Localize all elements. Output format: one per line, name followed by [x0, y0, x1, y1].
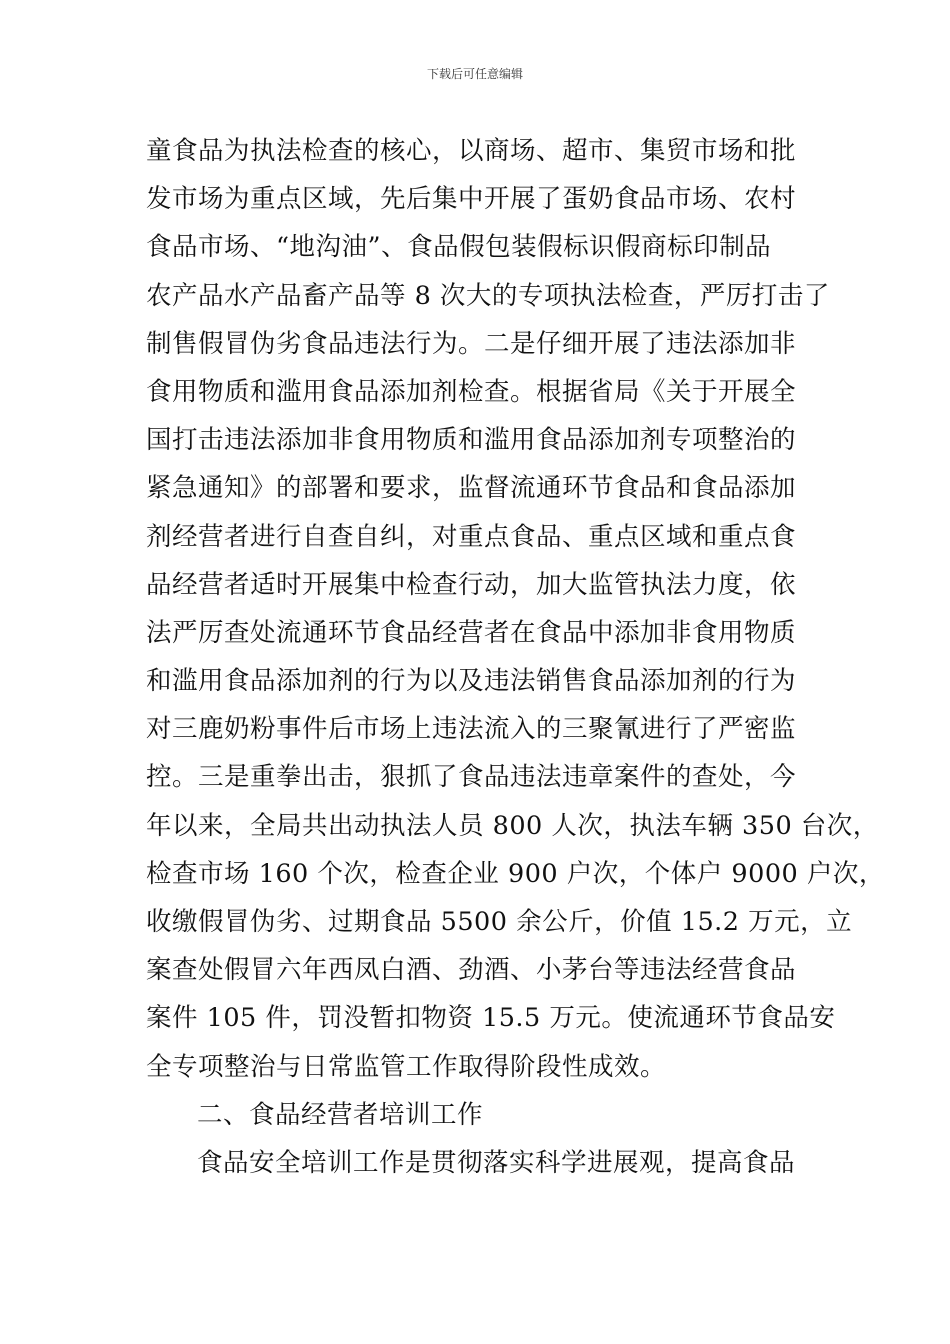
paragraph-line: 食品市场、“地沟油”、食品假包装假标识假商标印制品: [146, 232, 772, 263]
paragraph-line: 控。三是重拳出击，狠抓了食品违法违章案件的查处，今: [146, 762, 797, 793]
paragraph-first-line: 食品安全培训工作是贯彻落实科学进展观，提高食品: [197, 1147, 796, 1178]
page-header-note: 下载后可任意编辑: [426, 67, 523, 81]
paragraph-line: 剂经营者进行自查自纠，对重点食品、重点区域和重点食: [146, 521, 797, 552]
paragraph-line: 收缴假冒伪劣、过期食品 5500 余公斤，价值 15.2 万元，立: [146, 907, 853, 937]
paragraph-line: 检查市场 160 个次，检查企业 900 户次，个体户 9000 户次，: [146, 858, 885, 889]
paragraph-line: 国打击违法添加非食用物质和滥用食品添加剂专项整治的: [146, 425, 797, 456]
section-heading: 二、食品经营者培训工作: [197, 1099, 484, 1130]
paragraph-line: 品经营者适时开展集中检查行动，加大监管执法力度，依: [146, 569, 797, 600]
paragraph-line: 全专项整治与日常监管工作取得阶段性成效。: [146, 1051, 667, 1082]
paragraph-line: 紧急通知》的部署和要求，监督流通环节食品和食品添加: [146, 473, 797, 504]
document-body: [146, 127, 885, 1187]
paragraph-line: 案查处假冒六年西凤白酒、劲酒、小茅台等违法经营食品: [146, 955, 797, 986]
paragraph-line: 童食品为执法检查的核心，以商场、超市、集贸市场和批: [146, 136, 797, 166]
paragraph-line: 案件 105 件，罚没暂扣物资 15.5 万元。使流通环节食品安: [146, 1003, 836, 1034]
paragraph-line: 法严厉查处流通环节食品经营者在食品中添加非食用物质: [146, 617, 797, 648]
paragraph-line: 年以来，全局共出动执法人员 800 人次，执法车辆 350 台次，: [146, 810, 879, 841]
paragraph-line: 对三鹿奶粉事件后市场上违法流入的三聚氰进行了严密监: [146, 714, 797, 745]
paragraph-line: 食用物质和滥用食品添加剂检查。根据省局《关于开展全: [146, 376, 797, 407]
paragraph-line: 制售假冒伪劣食品违法行为。二是仔细开展了违法添加非: [146, 328, 797, 359]
paragraph-line: 发市场为重点区域，先后集中开展了蛋奶食品市场、农村: [146, 184, 797, 215]
paragraph-line: 农产品水产品畜产品等 8 次大的专项执法检查，严厉打击了: [146, 280, 830, 311]
paragraph-line: 和滥用食品添加剂的行为以及违法销售食品添加剂的行为: [146, 666, 797, 697]
